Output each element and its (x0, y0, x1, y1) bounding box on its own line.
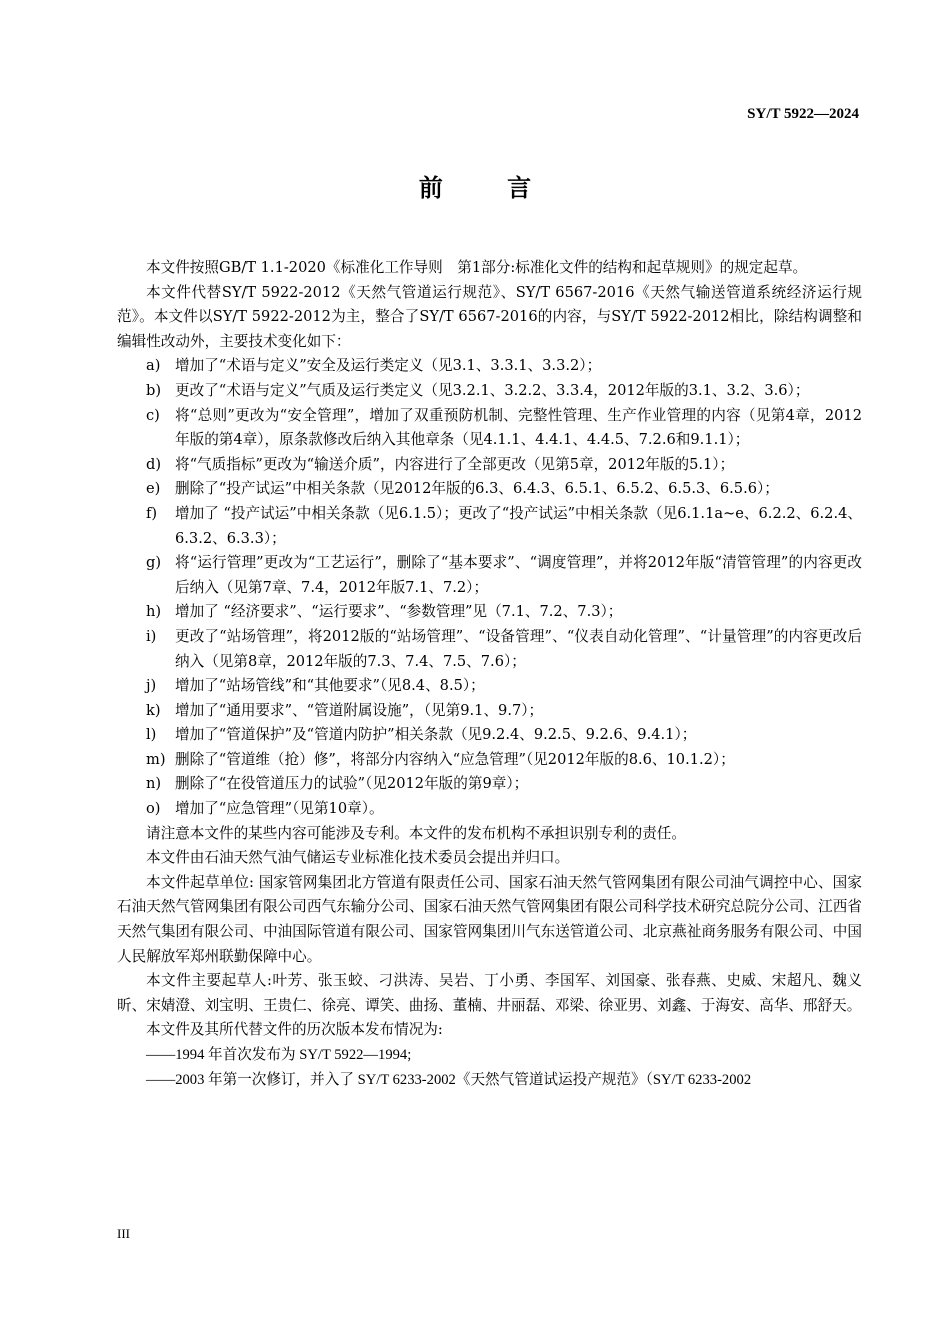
list-item-label: n) (146, 775, 162, 793)
page-title: 前 言 (418, 173, 560, 202)
list-item-label: b) (146, 381, 162, 399)
list-item-label: h) (146, 603, 162, 621)
list-item-text: 增加了“站场管线”和“其他要求”（见8.4、8.5）； (175, 677, 485, 695)
list-item-text: 删除了“投产试运”中相关条款（见2012年版的6.3、6.4.3、6.5.1、6.5.2、6.5.3、6.5.6）； (175, 480, 779, 498)
page-number: III (117, 1226, 130, 1241)
foreword-body (117, 256, 862, 1092)
list-item-label: d) (146, 455, 162, 473)
list-item (117, 354, 862, 379)
list-item-text: 增加了“管道保护”及“管道内防护”相关条款（见9.2.4、9.2.5、9.2.6、9.4.1）； (175, 726, 697, 744)
history-item: ——1994 年首次发布为 SY/T 5922—1994; (146, 1047, 412, 1063)
paragraph-patent-notice: 请注意本文件的某些内容可能涉及专利。本文件的发布机构不承担识别专利的责任。 (146, 824, 686, 842)
history-item: ——2003 年第一次修订，并入了 SY/T 6233-2002《天然气管道试运投产规范》（SY/T 6233-2002 (146, 1071, 752, 1088)
list-item-text: 将“运行管理”更改为“工艺运行”，删除了“基本要求”、“调度管理”，并将2012年版“清管管理”的内容更改后纳入（见第7章、7.4，2012年版7.1、7.2）； (175, 554, 862, 596)
list-item (117, 477, 862, 502)
list-item-label: e) (146, 480, 161, 498)
paragraph-drafting-rules: 本文件按照GB/T 1.1-2020《标准化工作导则 第1部分:标准化文件的结构和起草规则》的规定起草。 (146, 259, 808, 276)
list-item-text: 将“气质指标”更改为“输送介质”，内容进行了全部更改（见第5章，2012年版的5.1）； (175, 455, 735, 473)
paragraph-replacement: 本文件代替SY/T 5922-2012《天然气管道运行规范》、SY/T 6567-2016《天然气输送管道系统经济运行规范》。本文件以SY/T 5922-2012为主，整合了SY/T 6567-2016的内容，与SY/T 5922-2012相比，除结构调整和编辑性改动外，主要技术变化如下： (117, 283, 862, 350)
standard-code: SY/T 5922—2024 (747, 106, 859, 122)
list-item (117, 625, 862, 674)
list-item-text: 更改了“站场管理”，将2012版的“站场管理”、“设备管理”、“仪表自动化管理”、“计量管理”的内容更改后纳入（见第8章，2012年版的7.3、7.4、7.5、7.6）； (175, 627, 862, 670)
list-item-text: 将“总则”更改为“安全管理”，增加了双重预防机制、完整性管理、生产作业管理的内容（见第4章，2012年版的第4章），原条款修改后纳入其他章条（见4.1.1、4.4.1、4.4.5、7.2.6和9.1.1）； (175, 406, 862, 449)
list-item-label: o) (146, 800, 161, 818)
list-item-text: 更改了“术语与定义”气质及运行类定义（见3.2.1、3.2.2、3.3.4，2012年版的3.1、3.2、3.6）； (175, 381, 810, 399)
list-item-label: a) (146, 357, 161, 375)
list-item-label: l) (146, 726, 157, 744)
list-item-label: k) (146, 701, 161, 719)
list-item (117, 699, 862, 724)
list-item-text: 增加了“通用要求”、“管道附属设施”，（见第9.1、9.7）； (175, 701, 544, 719)
paragraph-drafting-units: 本文件起草单位: 国家管网集团北方管道有限责任公司、国家石油天然气管网集团有限公司油气调控中心、国家石油天然气管网集团有限公司西气东输分公司、国家石油天然气管网集团有限公司科学技术研究总院分公司、江西省天然气集团有限公司、中油国际管道有限公司、国家管网集团川气东送管道公司、北京燕祉商务服务有限公司、中国人民解放军郑州联勤保障中心。 (117, 873, 862, 965)
changes-list (117, 354, 862, 821)
list-item (117, 502, 862, 551)
list-item (117, 551, 862, 600)
list-item (117, 674, 862, 699)
list-item-text: 增加了 “投产试运”中相关条款（见6.1.5）；更改了“投产试运”中相关条款（见6.1.1a~e、6.2.2、6.2.4、6.3.2、6.3.3）； (175, 504, 862, 547)
list-item (117, 748, 862, 773)
list-item-label: i) (146, 627, 157, 645)
list-item-label: j) (146, 677, 157, 695)
list-item (117, 379, 862, 404)
list-item (117, 723, 862, 748)
paragraph-history-intro: 本文件及其所代替文件的历次版本发布情况为: (146, 1021, 443, 1039)
list-item-text: 删除了“在役管道压力的试验”（见2012年版的第9章）； (175, 775, 529, 793)
list-item-text: 增加了“应急管理”（见第10章）。 (175, 800, 384, 818)
list-item (117, 404, 862, 453)
list-item-label: m) (146, 750, 166, 768)
list-item-label: g) (146, 554, 162, 572)
list-item (117, 797, 862, 822)
list-item-text: 删除了“管道维（抢）修”，将部分内容纳入“应急管理”（见2012年版的8.6、10.1.2）； (175, 750, 735, 768)
list-item-label: f) (146, 504, 158, 522)
list-item (117, 772, 862, 797)
list-item (117, 600, 862, 625)
list-item-label: c) (146, 406, 160, 424)
list-item-text: 增加了 “经济要求”、“运行要求”、“参数管理”见（7.1、7.2、7.3）； (175, 603, 623, 621)
list-item-text: 增加了“术语与定义”安全及运行类定义（见3.1、3.3.1、3.3.2）； (175, 357, 602, 375)
paragraph-proposer: 本文件由石油天然气油气储运专业标准化技术委员会提出并归口。 (146, 849, 570, 867)
list-item (117, 453, 862, 478)
paragraph-drafters: 本文件主要起草人:叶芳、张玉蛟、刁洪涛、吴岩、丁小勇、李国军、刘国豪、张春燕、史威、宋超凡、魏义昕、宋婧澄、刘宝明、王贵仁、徐亮、谭笑、曲扬、董楠、井丽磊、邓梁、徐亚男、刘鑫、于海安、高华、邢舒天。 (117, 972, 862, 1014)
